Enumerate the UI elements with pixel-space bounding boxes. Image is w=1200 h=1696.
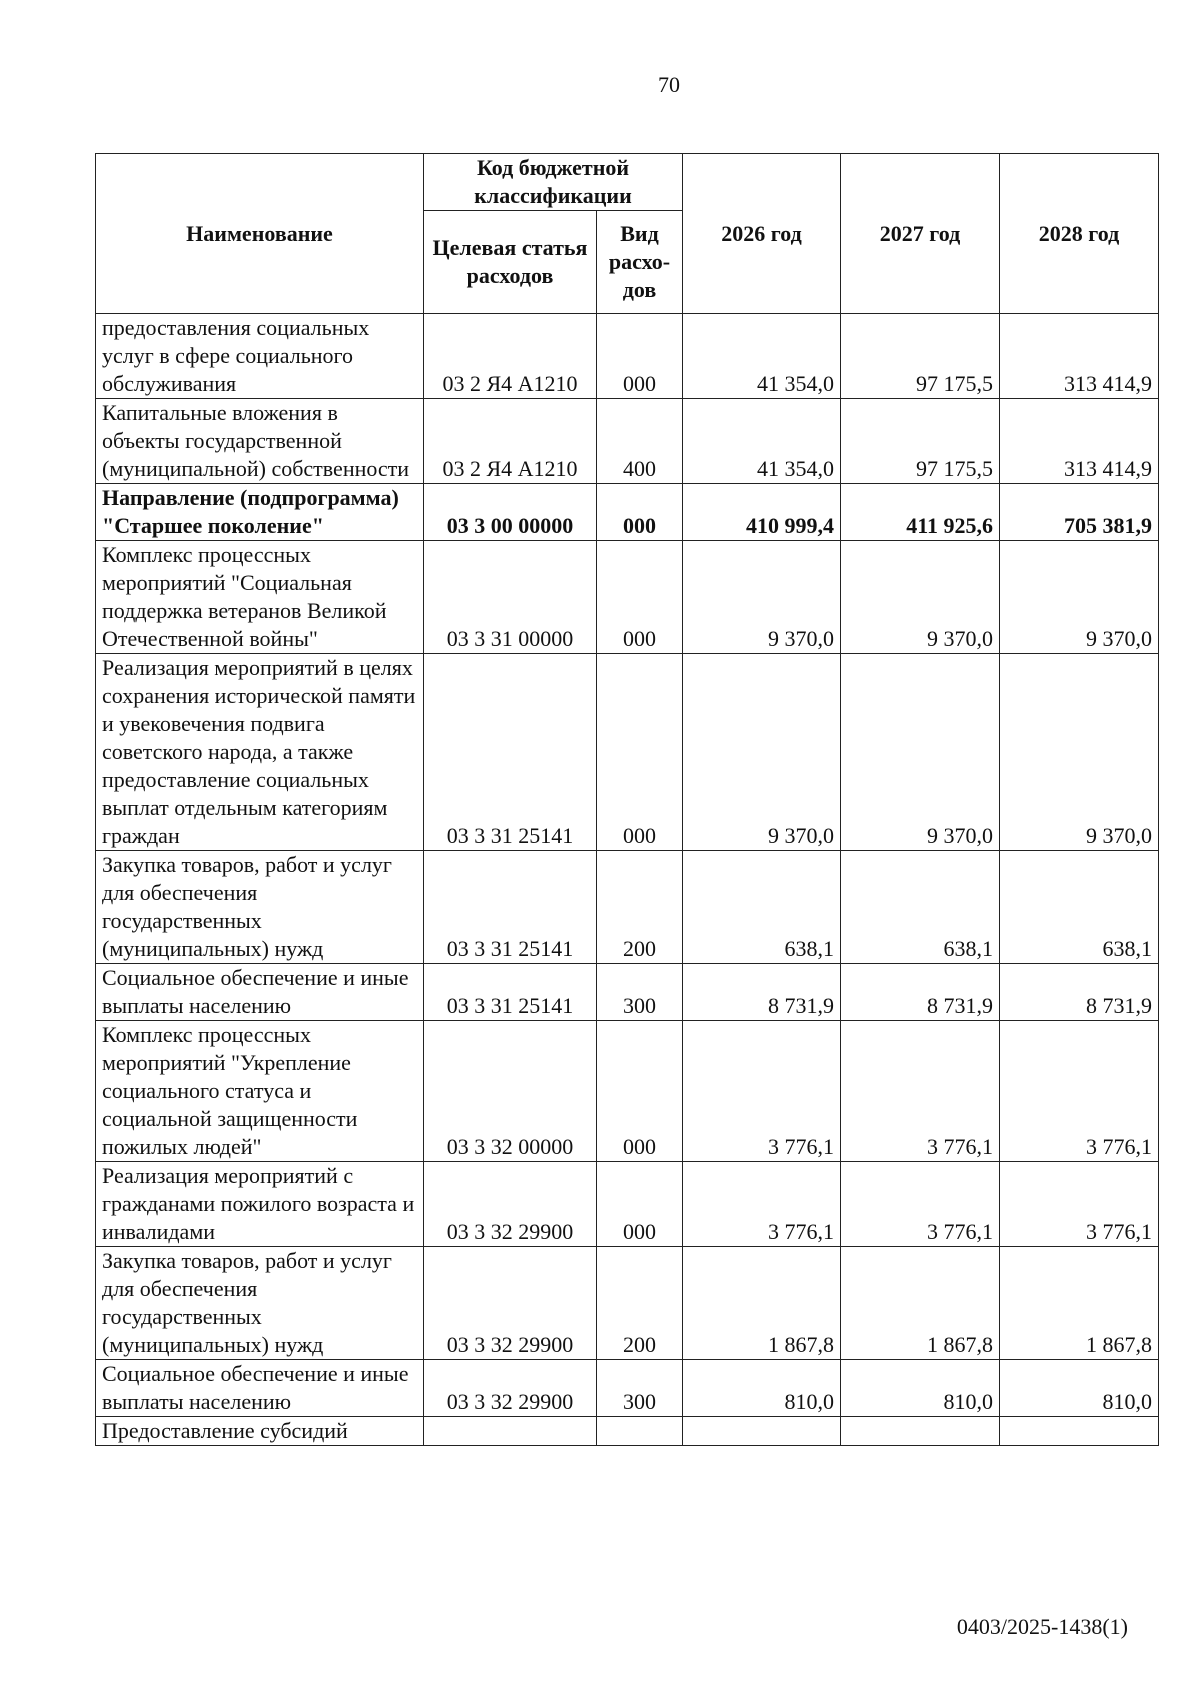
- row-2027: 9 370,0: [841, 541, 1000, 654]
- page-number: 70: [658, 72, 680, 97]
- table-row: [96, 1247, 1159, 1360]
- row-kind: 000: [597, 654, 683, 851]
- table-row: [96, 654, 1159, 851]
- row-2026: 3 776,1: [683, 1162, 841, 1247]
- header-2026: 2026 год: [683, 154, 841, 314]
- table-row: [96, 399, 1159, 484]
- row-name: Закупка товаров, работ и услуг для обеспечения государственных (муниципальных) нужд: [96, 1247, 424, 1360]
- row-2028: 313 414,9: [1000, 399, 1159, 484]
- row-2026: 41 354,0: [683, 314, 841, 399]
- row-2026: 638,1: [683, 851, 841, 964]
- table-row: [96, 484, 1159, 541]
- row-2028: 810,0: [1000, 1360, 1159, 1417]
- row-kind: 000: [597, 1162, 683, 1247]
- row-code: [424, 1417, 597, 1446]
- header-2027: 2027 год: [841, 154, 1000, 314]
- row-2026: 9 370,0: [683, 541, 841, 654]
- row-code: 03 3 32 29900: [424, 1162, 597, 1247]
- header-target-item: Целевая статья расходов: [424, 211, 597, 314]
- table-row: [96, 964, 1159, 1021]
- row-code: 03 2 Я4 А1210: [424, 399, 597, 484]
- row-kind: [597, 1417, 683, 1446]
- row-2027: 97 175,5: [841, 399, 1000, 484]
- header-2028: 2028 год: [1000, 154, 1159, 314]
- row-2027: 9 370,0: [841, 654, 1000, 851]
- header-name: Наименование: [96, 154, 424, 314]
- row-name: Предоставление субсидий: [96, 1417, 424, 1446]
- row-kind: 200: [597, 851, 683, 964]
- row-name: Реализация мероприятий в целях сохранения исторической памяти и увековечения подвига советского народа, а также предоставление социальных выплат отдельным категориям граждан: [96, 654, 424, 851]
- row-2028: 9 370,0: [1000, 541, 1159, 654]
- row-2027: 638,1: [841, 851, 1000, 964]
- row-kind: 000: [597, 541, 683, 654]
- row-2026: [683, 1417, 841, 1446]
- row-kind: 000: [597, 484, 683, 541]
- table-row: [96, 1021, 1159, 1162]
- row-kind: 400: [597, 399, 683, 484]
- budget-table: [95, 153, 1159, 1446]
- row-code: 03 3 32 29900: [424, 1360, 597, 1417]
- row-name: предоставления социальных услуг в сфере социального обслуживания: [96, 314, 424, 399]
- row-code: 03 3 00 00000: [424, 484, 597, 541]
- row-name: Реализация мероприятий с гражданами пожилого возраста и инвалидами: [96, 1162, 424, 1247]
- row-name: Комплекс процессных мероприятий "Социальная поддержка ветеранов Великой Отечественной войны": [96, 541, 424, 654]
- row-code: 03 3 31 25141: [424, 654, 597, 851]
- table-row: [96, 851, 1159, 964]
- row-2028: 8 731,9: [1000, 964, 1159, 1021]
- row-2028: 638,1: [1000, 851, 1159, 964]
- header-expense-kind: Вид расхо-дов: [597, 211, 683, 314]
- row-2027: 411 925,6: [841, 484, 1000, 541]
- row-2027: 3 776,1: [841, 1162, 1000, 1247]
- row-2028: 313 414,9: [1000, 314, 1159, 399]
- row-2028: 3 776,1: [1000, 1021, 1159, 1162]
- row-2027: 97 175,5: [841, 314, 1000, 399]
- row-code: 03 3 32 29900: [424, 1247, 597, 1360]
- row-2027: 3 776,1: [841, 1021, 1000, 1162]
- row-code: 03 2 Я4 А1210: [424, 314, 597, 399]
- row-2026: 810,0: [683, 1360, 841, 1417]
- row-2026: 41 354,0: [683, 399, 841, 484]
- row-name: Капитальные вложения в объекты государственной (муниципальной) собственности: [96, 399, 424, 484]
- row-kind: 200: [597, 1247, 683, 1360]
- row-2026: 9 370,0: [683, 654, 841, 851]
- row-code: 03 3 31 00000: [424, 541, 597, 654]
- row-2028: [1000, 1417, 1159, 1446]
- row-name: Закупка товаров, работ и услуг для обеспечения государственных (муниципальных) нужд: [96, 851, 424, 964]
- row-2028: 1 867,8: [1000, 1247, 1159, 1360]
- row-2027: 810,0: [841, 1360, 1000, 1417]
- row-2026: 410 999,4: [683, 484, 841, 541]
- row-2027: [841, 1417, 1000, 1446]
- document-id: 0403/2025-1438(1): [956, 1614, 1128, 1639]
- table-row: [96, 1162, 1159, 1247]
- row-2026: 8 731,9: [683, 964, 841, 1021]
- table-row: [96, 314, 1159, 399]
- row-2028: 9 370,0: [1000, 654, 1159, 851]
- row-kind: 000: [597, 314, 683, 399]
- table-row: [96, 1417, 1159, 1446]
- row-kind: 000: [597, 1021, 683, 1162]
- row-code: 03 3 31 25141: [424, 851, 597, 964]
- row-2027: 8 731,9: [841, 964, 1000, 1021]
- table-row: [96, 1360, 1159, 1417]
- row-kind: 300: [597, 1360, 683, 1417]
- row-2028: 705 381,9: [1000, 484, 1159, 541]
- row-2026: 3 776,1: [683, 1021, 841, 1162]
- row-name: Социальное обеспечение и иные выплаты населению: [96, 964, 424, 1021]
- row-name: Социальное обеспечение и иные выплаты населению: [96, 1360, 424, 1417]
- row-2027: 1 867,8: [841, 1247, 1000, 1360]
- row-2028: 3 776,1: [1000, 1162, 1159, 1247]
- row-name: Комплекс процессных мероприятий "Укрепление социального статуса и социальной защищенности пожилых людей": [96, 1021, 424, 1162]
- row-name: Направление (подпрограмма) "Старшее поколение": [96, 484, 424, 541]
- table-row: [96, 541, 1159, 654]
- row-kind: 300: [597, 964, 683, 1021]
- row-code: 03 3 31 25141: [424, 964, 597, 1021]
- header-code-group: Код бюджетной классификации: [424, 154, 683, 211]
- row-code: 03 3 32 00000: [424, 1021, 597, 1162]
- row-2026: 1 867,8: [683, 1247, 841, 1360]
